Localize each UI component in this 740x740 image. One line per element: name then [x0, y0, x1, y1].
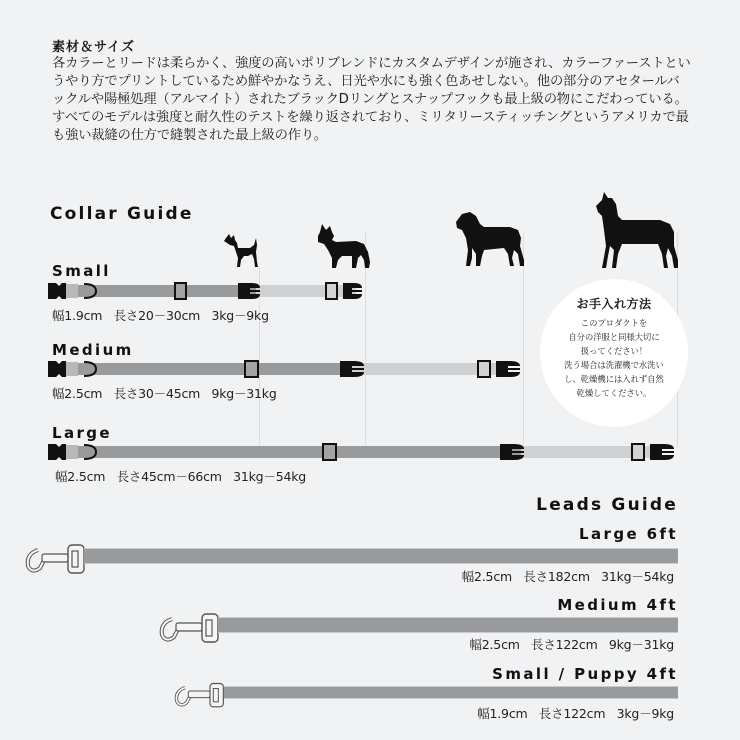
buckle-male-icon: [340, 361, 364, 377]
intro-heading: 素材＆サイズ: [52, 40, 135, 55]
spec-length: 長さ30－45cm: [113, 386, 201, 401]
spec-width: 幅1.9cm: [477, 706, 528, 721]
spec-width: 幅1.9cm: [52, 308, 103, 323]
intro-paragraph-1: 各カラーとリードは柔らかく、強度の高いポリブレンドにカスタムデザインが施され、カラーファーストというやり方でプリントしているため鮮やかなうえ、日光や水にも強く色あせしない。他の部分のアセタールバックルや陽極処理（アルマイト）されたブラックDリングとスナップフックも最上級の物にこだわっている。: [52, 56, 691, 107]
french-bulldog-icon: [316, 222, 372, 270]
slider-icon: [632, 444, 644, 460]
care-instructions: [540, 279, 688, 427]
slider-icon: [175, 283, 186, 299]
lead-strap-medium: [218, 617, 678, 633]
rottweiler-icon: [454, 210, 526, 270]
care-body: [540, 316, 688, 400]
slider-icon: [478, 361, 490, 377]
spec-width: 幅2.5cm: [55, 469, 106, 484]
collar-medium-diagram: [48, 358, 528, 380]
buckle-female-icon: [48, 444, 66, 460]
lead-strap-small: [224, 686, 678, 699]
lead-spec-medium: [469, 635, 674, 653]
lead-strap-large: [84, 548, 678, 564]
care-line: 扱ってください！: [580, 346, 648, 356]
collar-spec-large: [55, 467, 306, 485]
lead-size-label-medium: Medium 4ft: [557, 596, 678, 614]
spec-weight: 3kg－9kg: [616, 706, 674, 721]
care-line: 洗う場合は洗濯機で水洗い: [564, 360, 664, 370]
care-line: このプロダクトを: [580, 318, 648, 328]
spec-weight: 31kg－54kg: [601, 569, 674, 584]
spec-width: 幅2.5cm: [461, 569, 512, 584]
lead-spec-small: [477, 704, 674, 722]
buckle-male-icon: [650, 444, 674, 460]
buckle-female-icon: [48, 361, 66, 377]
chihuahua-icon: [222, 232, 262, 270]
lead-spec-large: [462, 567, 674, 585]
intro-paragraph-2: すべてのモデルは強度と耐久性のテストを繰り返されており、ミリタリースティッチングというアメリカで最も強い裁縫の仕方で縫製された最上級の作り。: [52, 110, 689, 143]
spec-weight: 9kg－31kg: [211, 386, 277, 401]
care-line: 乾燥してください。: [576, 388, 652, 398]
care-title: お手入れ方法: [576, 297, 652, 311]
spec-weight: 9kg－31kg: [608, 637, 674, 652]
snap-hook-icon: [158, 611, 222, 647]
collar-spec-medium: [52, 384, 277, 402]
collar-size-label-small: Small: [52, 262, 111, 280]
collar-small-diagram: [48, 280, 368, 302]
leads-guide-title: Leads Guide: [536, 495, 678, 515]
buckle-male-icon: [500, 444, 524, 460]
buckle-female-icon: [48, 283, 66, 299]
spec-length: 長さ45cm－66cm: [116, 469, 222, 484]
spec-width: 幅2.5cm: [52, 386, 103, 401]
spec-length: 長さ20－30cm: [113, 308, 201, 323]
spec-weight: 3kg－9kg: [211, 308, 269, 323]
spec-length: 長さ122cm: [531, 637, 598, 652]
spec-length: 長さ182cm: [523, 569, 590, 584]
lead-size-label-large: Large 6ft: [579, 525, 678, 543]
intro-text: [52, 55, 692, 145]
slider-icon: [245, 361, 258, 377]
snap-hook-icon: [172, 681, 228, 711]
buckle-male-icon: [496, 361, 520, 377]
spec-weight: 31kg－54kg: [233, 469, 306, 484]
great-dane-icon: [594, 190, 680, 272]
buckle-male-icon: [343, 283, 362, 299]
lead-size-label-small: Small / Puppy 4ft: [492, 665, 678, 683]
slider-icon: [323, 444, 336, 460]
slider-icon: [326, 283, 337, 299]
care-line: 自分の洋服と同様大切に: [568, 332, 660, 342]
snap-hook-icon: [24, 542, 88, 578]
collar-size-label-medium: Medium: [52, 341, 134, 359]
collar-size-label-large: Large: [52, 424, 112, 442]
spec-width: 幅2.5cm: [469, 637, 520, 652]
care-line: し、乾燥機には入れず自然: [564, 374, 664, 384]
collar-large-diagram: [48, 441, 688, 463]
collar-guide-title: Collar Guide: [50, 204, 194, 224]
buckle-male-icon: [238, 283, 260, 299]
collar-spec-small: [52, 306, 269, 324]
spec-length: 長さ122cm: [538, 706, 606, 721]
